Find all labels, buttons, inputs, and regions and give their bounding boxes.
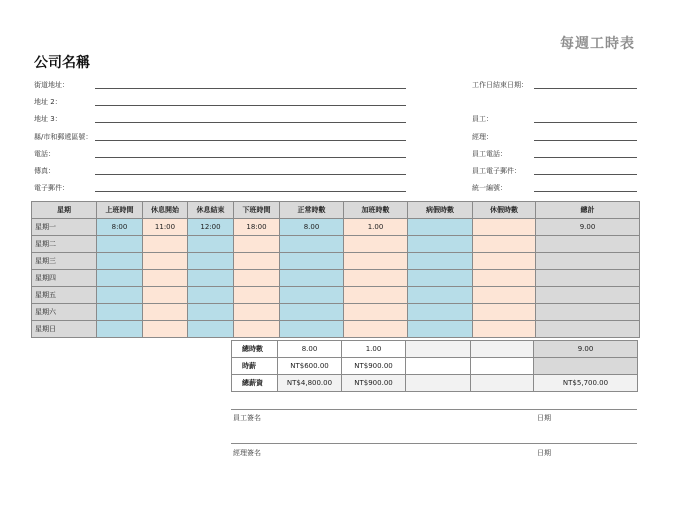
- regular-cell[interactable]: [280, 236, 344, 253]
- summary-table: [231, 340, 638, 392]
- header-start: 上班時間: [97, 202, 143, 219]
- city-zip-label: 縣/市和郵遞區號：: [34, 133, 93, 141]
- address2-field[interactable]: [95, 105, 406, 106]
- break-end-cell[interactable]: [188, 304, 234, 321]
- week-ending-field[interactable]: [534, 88, 637, 89]
- phone-label: 電話：: [34, 150, 55, 158]
- table-row: [32, 270, 640, 287]
- break-start-cell[interactable]: [143, 253, 188, 270]
- end-cell[interactable]: [234, 253, 280, 270]
- street-address-label: 街道地址：: [34, 81, 69, 89]
- summary-regular: NT$4,800.00: [278, 375, 342, 392]
- summary-overtime: NT$900.00: [342, 375, 406, 392]
- total-cell: [536, 253, 640, 270]
- employee-email-field[interactable]: [534, 174, 637, 175]
- summary-total: [534, 358, 638, 375]
- break-end-cell[interactable]: 12:00: [188, 219, 234, 236]
- total-cell: [536, 236, 640, 253]
- total-cell: [536, 304, 640, 321]
- break-start-cell[interactable]: [143, 304, 188, 321]
- header-day: 星期: [32, 202, 97, 219]
- email-field[interactable]: [95, 191, 406, 192]
- start-cell[interactable]: [97, 304, 143, 321]
- summary-row: [232, 341, 638, 358]
- summary-row: [232, 358, 638, 375]
- day-label: 星期一: [32, 219, 97, 236]
- summary-overtime[interactable]: NT$900.00: [342, 358, 406, 375]
- header-break-start: 休息開始: [143, 202, 188, 219]
- end-cell[interactable]: [234, 304, 280, 321]
- end-cell[interactable]: [234, 236, 280, 253]
- vacation-cell[interactable]: [473, 321, 536, 338]
- day-label: 星期五: [32, 287, 97, 304]
- header-regular: 正常時數: [280, 202, 344, 219]
- header-total: 總計: [536, 202, 640, 219]
- sick-cell[interactable]: [408, 270, 473, 287]
- summary-overtime: 1.00: [342, 341, 406, 358]
- email-label: 電子郵件：: [34, 184, 69, 192]
- regular-cell[interactable]: [280, 253, 344, 270]
- street-address-field[interactable]: [95, 88, 406, 89]
- regular-cell[interactable]: 8.00: [280, 219, 344, 236]
- summary-label: 總薪資: [232, 375, 278, 392]
- start-cell[interactable]: 8:00: [97, 219, 143, 236]
- total-cell: [536, 270, 640, 287]
- summary-vacation: [471, 375, 534, 392]
- break-end-cell[interactable]: [188, 321, 234, 338]
- header-sick: 病假時數: [408, 202, 473, 219]
- start-cell[interactable]: [97, 321, 143, 338]
- manager-field[interactable]: [534, 140, 637, 141]
- fax-field[interactable]: [95, 174, 406, 175]
- week-ending-label: 工作日結束日期：: [472, 81, 528, 89]
- summary-label: 總時數: [232, 341, 278, 358]
- employee-date-label: 日期: [537, 414, 551, 422]
- break-start-cell[interactable]: [143, 287, 188, 304]
- employee-phone-label: 員工電話：: [472, 150, 507, 158]
- end-cell[interactable]: 18:00: [234, 219, 280, 236]
- company-name: 公司名稱: [34, 55, 90, 71]
- fax-label: 傳真：: [34, 167, 55, 175]
- summary-sick: [406, 341, 471, 358]
- header-end: 下班時間: [234, 202, 280, 219]
- break-end-cell[interactable]: [188, 253, 234, 270]
- summary-sick: [406, 375, 471, 392]
- table-row: [32, 304, 640, 321]
- vacation-cell[interactable]: [473, 270, 536, 287]
- employee-label: 員工：: [472, 115, 493, 123]
- manager-date-label: 日期: [537, 449, 551, 457]
- overtime-cell[interactable]: [344, 287, 408, 304]
- employee-field[interactable]: [534, 122, 637, 123]
- table-row: [32, 219, 640, 236]
- header-break-end: 休息結束: [188, 202, 234, 219]
- sick-cell[interactable]: [408, 321, 473, 338]
- day-label: 星期四: [32, 270, 97, 287]
- end-cell[interactable]: [234, 270, 280, 287]
- address3-field[interactable]: [95, 122, 406, 123]
- start-cell[interactable]: [97, 236, 143, 253]
- city-zip-field[interactable]: [95, 140, 406, 141]
- address2-label: 地址 2：: [34, 98, 62, 106]
- total-cell: 9.00: [536, 219, 640, 236]
- manager-signature-label: 經理簽名: [233, 449, 261, 457]
- manager-signature-line[interactable]: [231, 443, 637, 444]
- table-row: [32, 321, 640, 338]
- overtime-cell[interactable]: [344, 321, 408, 338]
- vacation-cell[interactable]: [473, 287, 536, 304]
- day-label: 星期六: [32, 304, 97, 321]
- summary-total: 9.00: [534, 341, 638, 358]
- day-label: 星期三: [32, 253, 97, 270]
- summary-label: 時薪: [232, 358, 278, 375]
- tax-id-label: 統一編號：: [472, 184, 507, 192]
- total-cell: [536, 287, 640, 304]
- table-header-row: [32, 202, 640, 219]
- total-cell: [536, 321, 640, 338]
- sick-cell[interactable]: [408, 219, 473, 236]
- timesheet-table: [31, 201, 640, 338]
- overtime-cell[interactable]: [344, 253, 408, 270]
- page-title: 每週工時表: [560, 36, 635, 52]
- employee-signature-label: 員工簽名: [233, 414, 261, 422]
- employee-email-label: 員工電子郵件：: [472, 167, 521, 175]
- employee-phone-field[interactable]: [534, 157, 637, 158]
- end-cell[interactable]: [234, 287, 280, 304]
- summary-sick[interactable]: [406, 358, 471, 375]
- summary-vacation[interactable]: [471, 358, 534, 375]
- vacation-cell[interactable]: [473, 253, 536, 270]
- regular-cell[interactable]: [280, 304, 344, 321]
- break-start-cell[interactable]: [143, 270, 188, 287]
- sick-cell[interactable]: [408, 304, 473, 321]
- header-overtime: 加班時數: [344, 202, 408, 219]
- summary-row: [232, 375, 638, 392]
- break-end-cell[interactable]: [188, 287, 234, 304]
- table-row: [32, 287, 640, 304]
- sick-cell[interactable]: [408, 253, 473, 270]
- overtime-cell[interactable]: [344, 304, 408, 321]
- overtime-cell[interactable]: [344, 236, 408, 253]
- summary-regular: 8.00: [278, 341, 342, 358]
- address3-label: 地址 3：: [34, 115, 62, 123]
- break-start-cell[interactable]: [143, 236, 188, 253]
- sick-cell[interactable]: [408, 287, 473, 304]
- break-start-cell[interactable]: [143, 321, 188, 338]
- vacation-cell[interactable]: [473, 236, 536, 253]
- break-end-cell[interactable]: [188, 270, 234, 287]
- day-label: 星期二: [32, 236, 97, 253]
- phone-field[interactable]: [95, 157, 406, 158]
- summary-total: NT$5,700.00: [534, 375, 638, 392]
- day-label: 星期日: [32, 321, 97, 338]
- vacation-cell[interactable]: [473, 304, 536, 321]
- regular-cell[interactable]: [280, 270, 344, 287]
- overtime-cell[interactable]: [344, 270, 408, 287]
- start-cell[interactable]: [97, 270, 143, 287]
- summary-regular[interactable]: NT$600.00: [278, 358, 342, 375]
- start-cell[interactable]: [97, 253, 143, 270]
- overtime-cell[interactable]: 1.00: [344, 219, 408, 236]
- vacation-cell[interactable]: [473, 219, 536, 236]
- regular-cell[interactable]: [280, 321, 344, 338]
- manager-label: 經理：: [472, 133, 493, 141]
- employee-signature-line[interactable]: [231, 409, 637, 410]
- tax-id-field[interactable]: [534, 191, 637, 192]
- break-end-cell[interactable]: [188, 236, 234, 253]
- end-cell[interactable]: [234, 321, 280, 338]
- table-row: [32, 236, 640, 253]
- summary-vacation: [471, 341, 534, 358]
- table-row: [32, 253, 640, 270]
- header-vacation: 休假時數: [473, 202, 536, 219]
- start-cell[interactable]: [97, 287, 143, 304]
- break-start-cell[interactable]: 11:00: [143, 219, 188, 236]
- sick-cell[interactable]: [408, 236, 473, 253]
- regular-cell[interactable]: [280, 287, 344, 304]
